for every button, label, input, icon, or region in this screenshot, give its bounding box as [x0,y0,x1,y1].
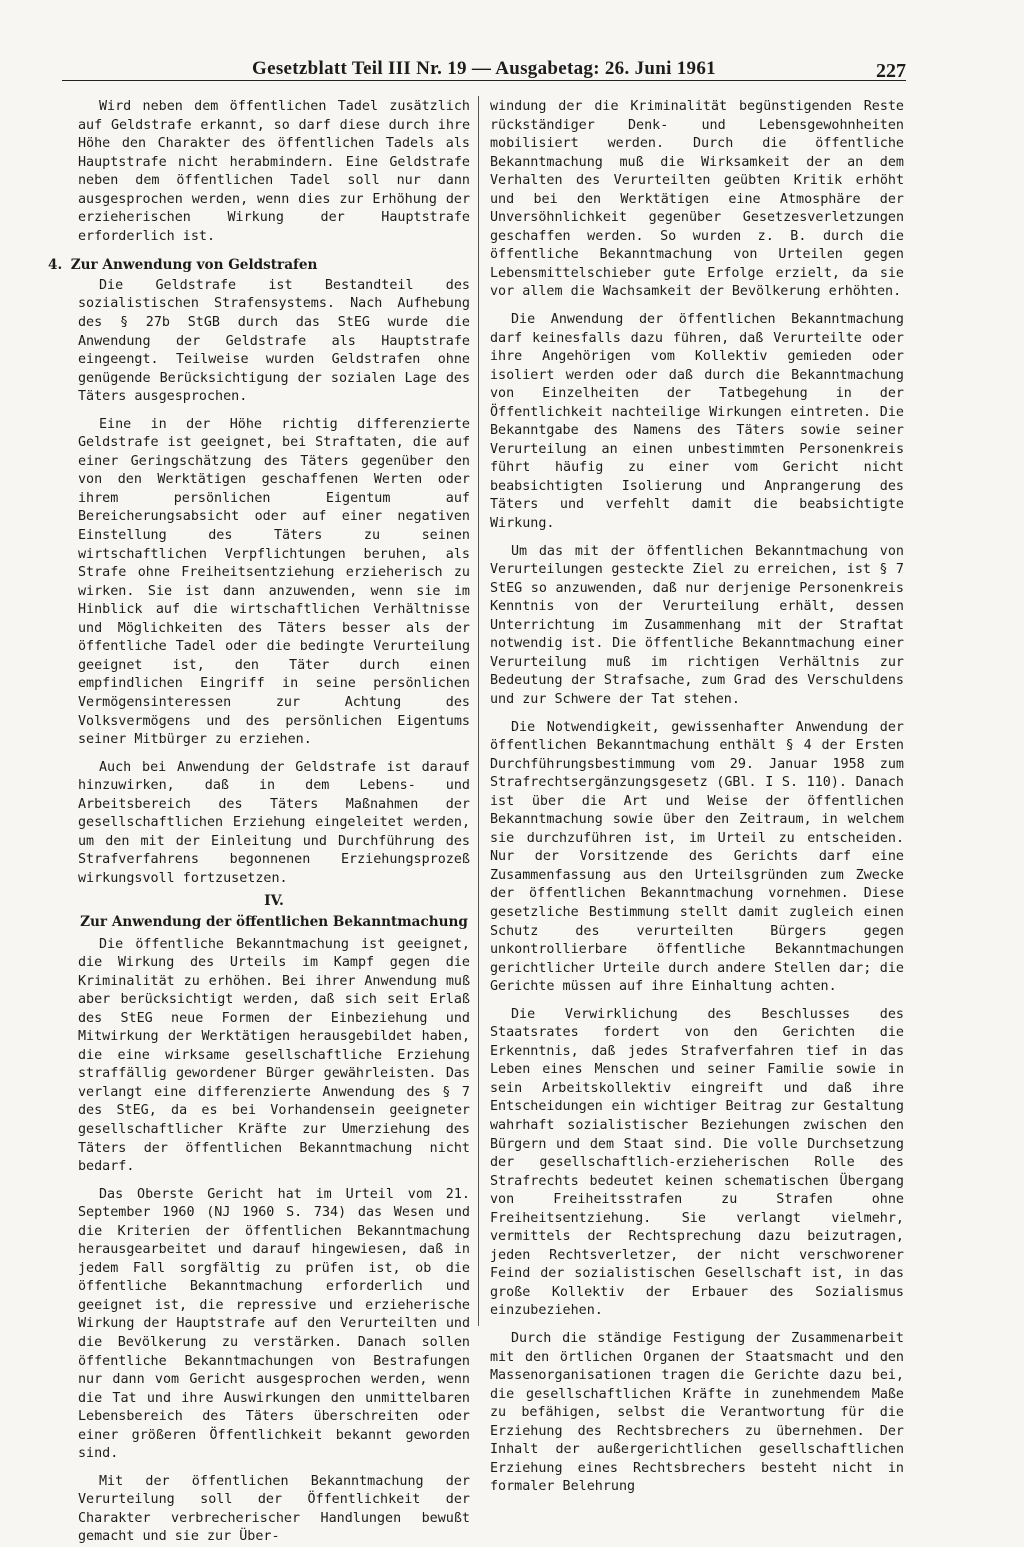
paragraph: Auch bei Anwendung der Geldstrafe ist darauf hinzuwirken, daß in dem Lebens- und Arbeitsbereich des Täters Maßnahmen der gesellschaftlichen Erziehung eingeleitet werden, um den mit der Einleitung und Durchführung des Strafverfahrens begonnenen Erziehungsprozeß wirkungsvoll fortzusetzen. [78,759,470,886]
paragraph: Die Geldstrafe ist Bestandteil des sozialistischen Strafensystems. Nach Aufhebung des § 27b StGB durch das StEG wurde die Anwendung der Geldstrafe als Hauptstrafe eingeengt. Teilweise wurden Geldstrafen ohne genügende Berücksichtigung der sozialen Lage des Täters ausgesprochen. [78,277,470,405]
list-item-number: 4. [48,257,63,274]
list-item-title: Zur Anwendung von Geldstrafen [70,257,318,274]
list-item-4 [48,256,470,888]
list-item-heading [48,256,470,275]
column-divider [478,96,479,1326]
paragraph: Das Oberste Gericht hat im Urteil vom 21. September 1960 (NJ 1960 S. 734) das Wesen und die Kriterien der öffentlichen Bekanntmachung herausgearbeitet und darauf hingewiesen, daß in jedem Fall sorgfältig zu prüfen ist, ob die öffentliche Bekanntmachung erforderlich und geeignet ist, die repressive und erzieherische Wirkung der Hauptstrafe auf den Verurteilten und die Bevölkerung zu verstärken. Danach sollen öffentliche Bekanntmachungen von Bestrafungen nur dann vom Gericht ausgesprochen werden, wenn die Tat und ihre Auswirkungen den unmittelbaren Lebensbereich des Täters überschreiten oder einer größeren Öffentlichkeit bekannt geworden sind. [78,1186,470,1462]
paragraph-continued: windung der die Kriminalität begünstigenden Reste rückständiger Denk- und Lebensgewohnheiten mobilisiert werden. Durch die öffentliche Bekanntmachung muß die Wirksamkeit der an dem Verhalten des Verurteilten geübten Kritik erhöht und bei den Werktätigen eine Atmosphäre der Unversöhnlichkeit gegenüber Gesetzesverletzungen geschaffen werden. So wurden z. B. durch die öffentliche Bekanntmachung von Urteilen gegen Lebensmittelschieber gute Erfolge erzielt, da sie vor allem die Wachsamkeit der Bevölkerung erhöhten. [490,99,904,300]
paragraph: Eine in der Höhe richtig differenzierte Geldstrafe ist geeignet, bei Straftaten, die auf einer Geringschätzung des Täters gegenüber den von den Werktätigen geschaffenen Werten oder ihrem persönlichen Eigentum auf Bereicherungsabsicht oder auf einer negativen Einstellung des Täters zu seinen wirtschaftlichen Verpflichtungen beruhen, als Strafe ohne Freiheitsentziehung erzieherisch zu wirken. Sie ist dann anzuwenden, wenn sie im Hinblick auf die wirtschaftlichen Verhältnisse und Möglichkeiten des Täters besser als der öffentliche Tadel oder die bedingte Verurteilung geeignet ist, den Täter durch einen empfindlichen Eingriff in seine persönlichen Vermögensinteressen zur Achtung des Volksvermögens und des persönlichen Eigentums seiner Mitbürger zu erziehen. [78,416,470,748]
paragraph: Um das mit der öffentlichen Bekanntmachung von Verurteilungen gesteckte Ziel zu erreichen, ist § 7 StEG so anzuwenden, daß nur derjenige Personenkreis Kenntnis von der Verurteilung erhält, dessen Unterrichtung im Zusammenhang mit der Straftat notwendig ist. Die öffentliche Bekanntmachung einer Verurteilung muß im richtigen Verhältnis zur Bedeutung der Strafsache, zum Grad des Verschuldens und zur Schwere der Tat stehen. [490,543,904,707]
left-column [48,98,470,1547]
right-column [490,98,904,1497]
header-rule [62,80,906,81]
section-heading: Zur Anwendung der öffentlichen Bekanntmachung [80,913,468,930]
paragraph: Die Anwendung der öffentlichen Bekanntmachung darf keinesfalls dazu führen, daß Verurteilte oder ihre Angehörigen vom Kollektiv gemieden oder isoliert werden oder daß durch die Bekanntmachung von Einzelheiten der Tatbegehung in der Öffentlichkeit nachteilige Wirkungen eintreten. Die Bekanntgabe des Namens des Täters sowie seiner Verurteilung an einen unbestimmten Personenkreis führt häufig zu einer vom Gericht nicht beabsichtigten Isolierung und Anprangerung des Täters und verfehlt damit die beabsichtigte Wirkung. [490,312,904,532]
page-number: 227 [876,60,906,82]
paragraph: Die öffentliche Bekanntmachung ist geeignet, die Wirkung des Urteils im Kampf gegen die Kriminalität zu erhöhen. Bei ihrer Anwendung muß aber berücksichtigt werden, daß sich seit Erlaß des StEG neue Formen der Einbeziehung und Mitwirkung der Werktätigen herausgebildet haben, die eine wirksame gesellschaftliche Erziehung straffällig gewordener Bürger gewährleisten. Das verlangt eine differenzierte Anwendung des § 7 des StEG, da es bei Vorhandensein geeigneter gesellschaftlicher Kräfte zur Umerziehung des Täters der öffentlichen Bekanntmachung nicht bedarf. [78,936,470,1175]
running-header-title: Gesetzblatt Teil III Nr. 19 — Ausgabetag: 26. Juni 1961 [252,58,716,79]
paragraph: Wird neben dem öffentlichen Tadel zusätzlich auf Geldstrafe erkannt, so darf diese durch ihre Höhe den Charakter des öffentlichen Tadels als Hauptstrafe nicht herabmindern. Eine Geldstrafe neben dem öffentlichen Tadel soll nur dann ausgesprochen werden, wenn dies zur Erhöhung der erzieherischen Wirkung der Hauptstrafe erforderlich ist. [78,99,470,244]
page-header [62,58,906,88]
paragraph: Durch die ständige Festigung der Zusammenarbeit mit den örtlichen Organen der Staatsmacht und den Massenorganisationen tragen die Gerichte dazu bei, die gesellschaftlichen Kräfte in zunehmendem Maße zu befähigen, selbst die Verantwortung für die Erziehung des Rechtsbrechers zu übernehmen. Der Inhalt der außergerichtlichen gesellschaftlichen Erziehung eines Rechtsbrechers besteht nicht in formaler Belehrung [490,1331,904,1495]
paragraph: Die Verwirklichung des Beschlusses des Staatsrates fordert von den Gerichten die Erkenntnis, daß jedes Strafverfahren tief in das Leben eines Menschen und seiner Familie sowie in sein Arbeitskollektiv eingreift und daß ihre Entscheidungen ein wichtiger Beitrag zur Gestaltung wahrhaft sozialistischer Beziehungen zwischen den Bürgern und dem Staat sind. Die volle Durchsetzung der gesellschaftlich-erzieherischen Rolle des Strafrechts bedeutet keinen schematischen Übergang von Freiheitsstrafen zu Strafen ohne Freiheitsentziehung. Sie verlangt vielmehr, vermittels der Rechtsprechung dazu beizutragen, jeden Rechtsverletzer, der nicht verschworener Feind der sozialistischen Gesellschaft ist, in das große Kollektiv der Erbauer des Sozialismus einzubeziehen. [490,1006,904,1319]
section-numeral: IV. [264,893,284,910]
paragraph: Mit der öffentlichen Bekanntmachung der Verurteilung soll der Öffentlichkeit der Charakter verbrecherischer Handlungen bewußt gemacht und sie zur Über- [78,1473,470,1545]
paragraph: Die Notwendigkeit, gewissenhafter Anwendung der öffentlichen Bekanntmachung enthält § 4 der Ersten Durchführungsbestimmung vom 29. Januar 1958 zum Strafrechtsergänzungsgesetz (GBl. I S. 110). Danach ist über die Art und Weise der öffentlichen Bekanntmachung sowie über den Zeitraum, in welchem sie durchzuführen ist, im Urteil zu entscheiden. Nur der Vorsitzende des Gerichts darf eine Zusammenfassung aus den Urteilsgründen zum Zwecke der öffentlichen Bekanntmachung vornehmen. Diese gesetzliche Bestimmung stellt damit zugleich einen Schutz des verurteilten Bürgers gegen unkontrollierbare öffentliche Bekanntmachungen gerichtlicher Urteile durch andere Stellen dar; die Gerichte müssen auf ihre Einhaltung achten. [490,719,904,995]
